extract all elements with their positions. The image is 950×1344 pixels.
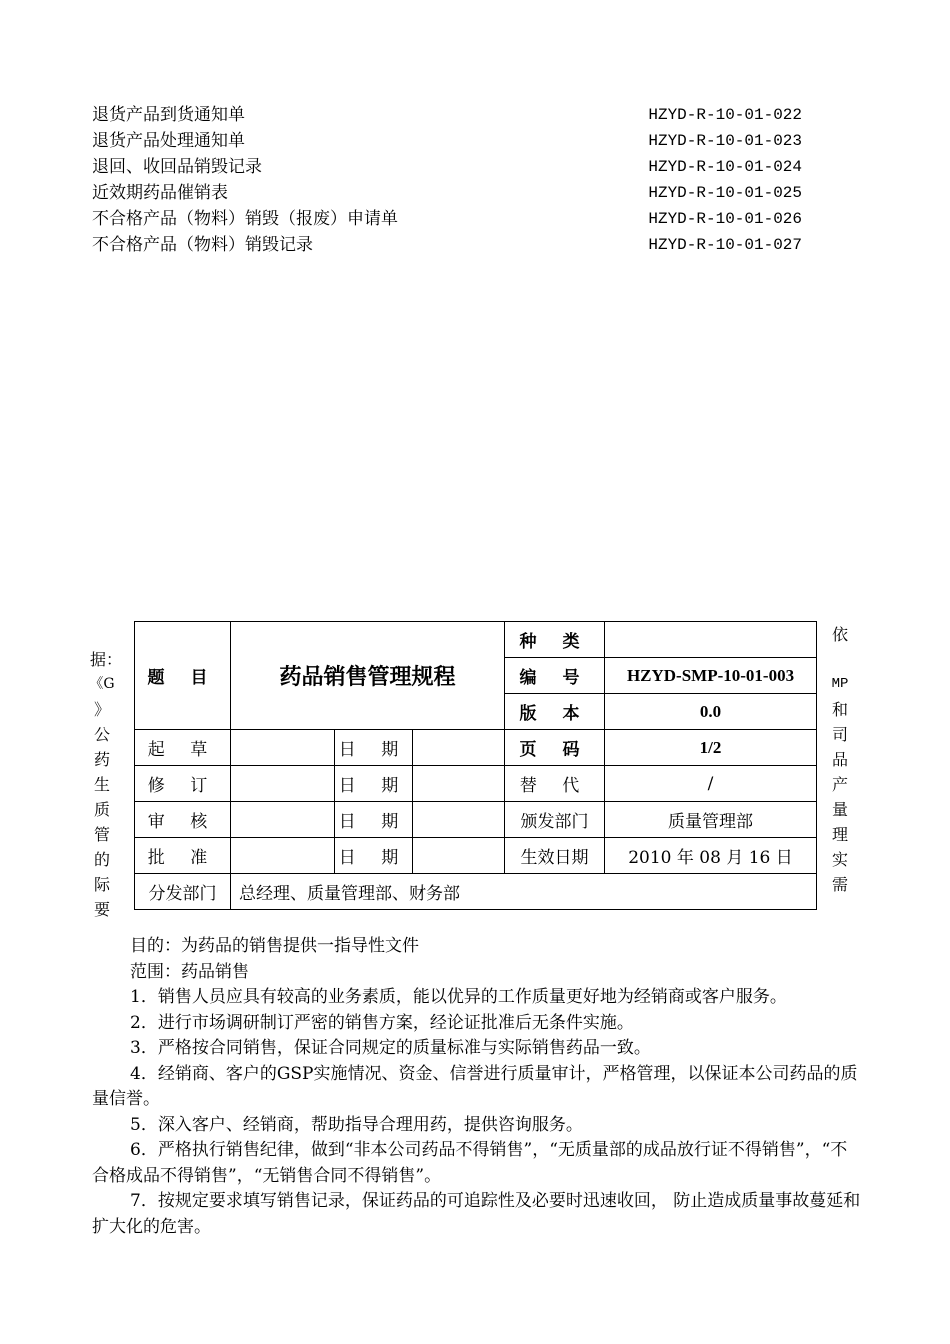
effective-date-label: 生效日期 — [505, 838, 605, 874]
page-value: 1/2 — [605, 730, 817, 766]
list-item — [92, 206, 802, 232]
subject-label: 题 目 — [135, 622, 231, 730]
rule-item: 5．深入客户、经销商，帮助指导合理用药，提供咨询服务。 — [130, 1114, 583, 1135]
rule-item: 4．经销商、客户的GSP实施情况、资金、信誉进行质量审计，严格管理，以保证本公司药品的质量信誉。 — [92, 1063, 858, 1109]
review-value — [231, 802, 335, 838]
draft-value — [231, 730, 335, 766]
approve-value — [231, 838, 335, 874]
draft-label: 起 草 — [135, 730, 231, 766]
revise-label: 修 订 — [135, 766, 231, 802]
side-text-left — [89, 647, 123, 922]
scope-line: 范围：药品销售 — [130, 961, 249, 982]
version-label: 版 本 — [505, 694, 605, 730]
date-label: 日 期 — [335, 730, 413, 766]
rule-item: 2．进行市场调研制订严密的销售方案，经论证批准后无条件实施。 — [130, 1012, 634, 1033]
side-char: 药 — [93, 750, 110, 769]
distribution-label: 分发部门 — [135, 874, 231, 910]
effective-date-value: 2010 年 08 月 16 日 — [605, 838, 817, 874]
form-code: HZYD-R-10-01-022 — [648, 106, 802, 124]
form-code: HZYD-R-10-01-023 — [648, 132, 802, 150]
rule-item: 1．销售人员应具有较高的业务素质，能以优异的工作质量更好地为经销商或客户服务。 — [130, 987, 787, 1007]
rule-item: 7．按规定要求填写销售记录，保证药品的可追踪性及必要时迅速收回， 防止造成质量事故蔓延和扩大化的危害。 — [92, 1191, 861, 1237]
form-list — [92, 102, 802, 258]
side-char: 管 — [93, 825, 110, 844]
side-char: 》 — [93, 700, 110, 719]
rule-item: 6．严格执行销售纪律，做到“非本公司药品不得销售”，“无质量部的成品放行证不得销售”，“不合格成品不得销售”，“无销售合同不得销售”。 — [92, 1140, 848, 1186]
number-label: 编 号 — [505, 658, 605, 694]
approve-date-value — [413, 838, 505, 874]
list-item — [92, 154, 802, 180]
form-name: 退回、收回品销毁记录 — [92, 157, 262, 177]
document-title: 药品销售管理规程 — [231, 622, 505, 730]
side-char: MP — [831, 676, 849, 692]
list-item — [92, 102, 802, 128]
side-char: 需 — [831, 875, 848, 894]
form-name: 退货产品到货通知单 — [92, 105, 245, 125]
side-text-right — [827, 622, 853, 897]
form-name: 不合格产品（物料）销毁（报废）申请单 — [92, 209, 398, 229]
approve-label: 批 准 — [135, 838, 231, 874]
date-label: 日 期 — [335, 838, 413, 874]
revise-value — [231, 766, 335, 802]
document-header-table — [134, 621, 817, 910]
review-date-value — [413, 802, 505, 838]
form-name: 不合格产品（物料）销毁记录 — [92, 235, 313, 255]
page-label: 页 码 — [505, 730, 605, 766]
date-label: 日 期 — [335, 766, 413, 802]
form-name: 退货产品处理通知单 — [92, 131, 245, 151]
review-label: 审 核 — [135, 802, 231, 838]
side-char: 依 — [831, 625, 848, 644]
rule-item: 3．严格按合同销售，保证合同规定的质量标准与实际销售药品一致。 — [130, 1038, 651, 1058]
side-char: 据： — [90, 650, 123, 669]
document-number: HZYD-SMP-10-01-003 — [605, 658, 817, 694]
form-code: HZYD-R-10-01-025 — [648, 184, 802, 202]
replace-value: / — [605, 766, 817, 802]
side-char: 质 — [93, 800, 110, 819]
form-code: HZYD-R-10-01-026 — [648, 210, 802, 228]
side-char: 实 — [831, 850, 848, 869]
category-label: 种 类 — [505, 622, 605, 658]
form-code: HZYD-R-10-01-024 — [648, 158, 802, 176]
side-char: 和 — [831, 700, 848, 719]
list-item — [92, 232, 802, 258]
issue-dept-label: 颁发部门 — [505, 802, 605, 838]
side-char: 生 — [93, 775, 110, 794]
document-body — [92, 934, 862, 1240]
side-char: 《G — [89, 676, 115, 692]
side-char: 要 — [93, 900, 110, 919]
side-char: 的 — [93, 850, 110, 869]
revise-date-value — [413, 766, 505, 802]
issue-dept-value: 质量管理部 — [605, 802, 817, 838]
side-char: 公 — [93, 725, 110, 744]
side-char: 理 — [831, 825, 848, 844]
version-value: 0.0 — [605, 694, 817, 730]
side-char: 品 — [831, 750, 848, 769]
purpose-line: 目的：为药品的销售提供一指导性文件 — [130, 936, 419, 956]
side-char: 量 — [831, 800, 848, 819]
form-name: 近效期药品催销表 — [92, 183, 228, 203]
side-char: 司 — [831, 725, 848, 744]
list-item — [92, 180, 802, 206]
form-code: HZYD-R-10-01-027 — [648, 236, 802, 254]
distribution-value: 总经理、质量管理部、财务部 — [231, 874, 817, 910]
side-char: 际 — [93, 875, 110, 894]
draft-date-value — [413, 730, 505, 766]
side-char: 产 — [831, 775, 848, 794]
list-item — [92, 128, 802, 154]
replace-label: 替 代 — [505, 766, 605, 802]
date-label: 日 期 — [335, 802, 413, 838]
category-value — [605, 622, 817, 658]
